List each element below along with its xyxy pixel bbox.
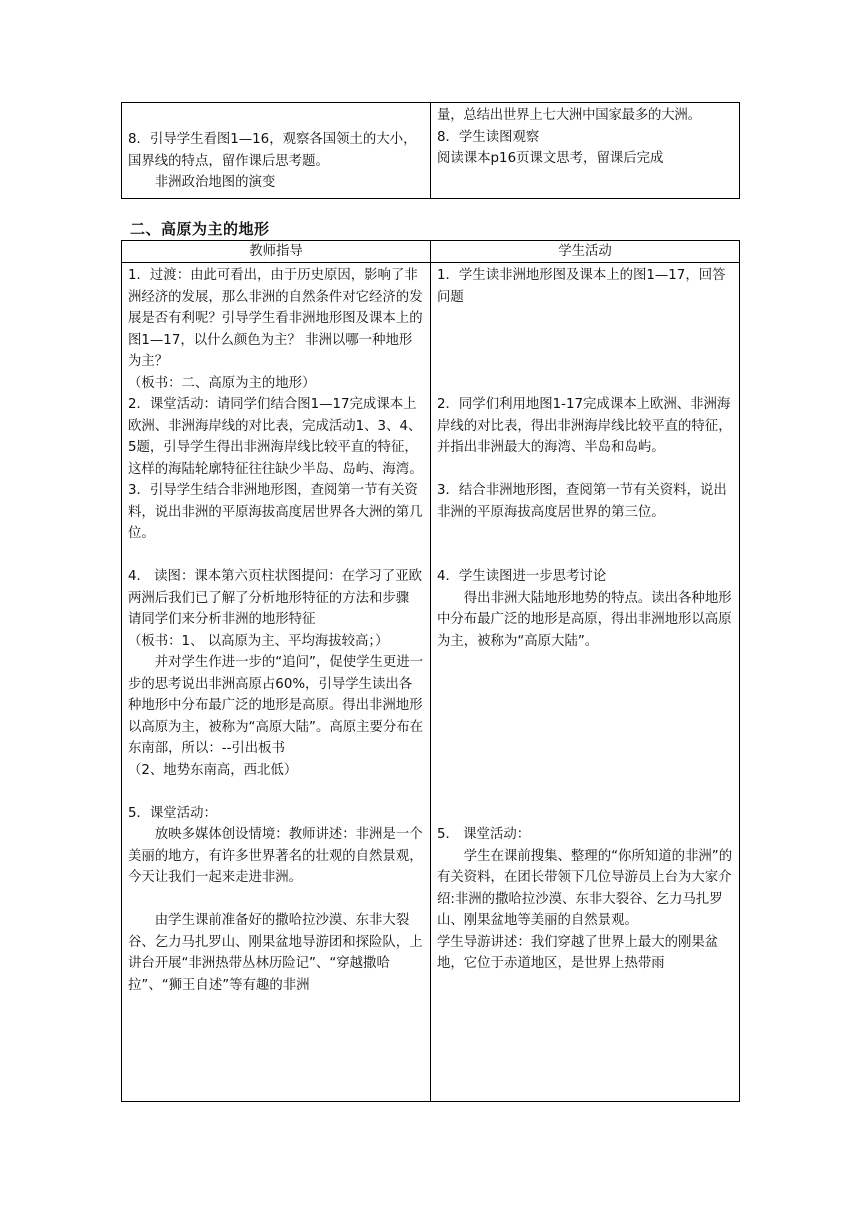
text-paragraph: 由学生课前准备好的撒哈拉沙漠、东非大裂谷、乞力马扎罗山、刚果盆地导游团和探险队，上讲台开展“非洲热带丛林历险记”、“穿越撒哈拉”、“狮王自述”等有趣的非洲 [128, 913, 423, 993]
text-paragraph: 并对学生作进一步的“追问”，促使学生更进一步的思考说出非洲高原占60%，引导学生读出各种地形中分布最广泛的地形是高原。得出非洲地形以高原为主，被称为“高原大陆”。高原主要分布在东南部，所以：--引出板书 [128, 655, 424, 756]
text-paragraph: 学生在课前搜集、整理的“你所知道的非洲”的有关资料，在团长带领下几位导游员上台为大家介绍:非洲的撒哈拉沙漠、东非大裂谷、乞力马扎罗山、刚果盆地等美丽的自然景观。 [437, 848, 733, 928]
text-paragraph: 8．学生读图观察 [437, 129, 540, 145]
text-paragraph: 3．结合非洲地形图，查阅第一节有关资料，说出非洲的平原海拔高度居世界的第三位。 [437, 483, 727, 520]
lesson-table [121, 240, 740, 1102]
text-paragraph: 1．学生读非洲地形图及课本上的图1—17，回答问题 [437, 268, 726, 305]
text-paragraph: 2．课堂活动：请同学们结合图1—17完成课本上欧洲、非洲海岸线的对比表，完成活动1、3、4、5题，引导学生得出非洲海岸线比较平直的特征，这样的海陆轮廓特征往往缺少半岛、岛屿、海湾。 [128, 397, 423, 477]
text-paragraph: 1．过渡：由此可看出，由于历史原因，影响了非洲经济的发展，那么非洲的自然条件对它经济的发展是否有利呢？引导学生看非洲地形图及课本上的图1—17，以什么颜色为主？ 非洲以哪一种地形为主？ [128, 268, 423, 369]
text-paragraph: 学生导游讲述：我们穿越了世界上最大的刚果盆地，它位于赤道地区，是世界上热带雨 [437, 934, 719, 971]
student-cell [431, 263, 740, 1102]
text-paragraph: 得出非洲大陆地形地势的特点。读出各种地形中分布最广泛的地形是高原，得出非洲地形以高原为主，被称为“高原大陆”。 [437, 590, 732, 649]
text-paragraph: 非洲政治地图的演变 [154, 175, 276, 190]
teacher-cell [122, 263, 431, 1102]
text-paragraph: 2．同学们利用地图1-17完成课本上欧洲、非洲海岸线的对比表，得出非洲海岸线比较平直的特征，并指出非洲最大的海湾、半岛和岛屿。 [437, 397, 732, 455]
text-paragraph: 量，总结出世界上七大洲中国家最多的大洲。 [437, 108, 701, 123]
text-paragraph: （板书：1、 以高原为主、平均海拔较高；） [128, 633, 389, 649]
text-paragraph: （2、地势东南高，西北低） [128, 762, 298, 778]
lesson-table-continued [121, 102, 740, 199]
table-row [122, 103, 740, 199]
text-paragraph: （板书：二、高原为主的地形） [128, 375, 316, 391]
text-paragraph: 5．课堂活动： [128, 805, 217, 821]
text-paragraph: 4． 读图：课本第六页柱状图提问：在学习了亚欧两洲后我们已了解了分析地形特征的方法和步骤 请同学们来分析非洲的地形特征 [128, 569, 422, 627]
table-row [122, 263, 740, 1102]
text-paragraph: 4．学生读图进一步思考讨论 [437, 569, 607, 584]
table-header-row [122, 241, 740, 263]
text-paragraph: 放映多媒体创设情境：教师讲述：非洲是一个美丽的地方，有许多世界著名的壮观的自然景观，今天让我们一起来走进非洲。 [128, 827, 423, 885]
student-cell [431, 103, 740, 199]
text-paragraph: 8．引导学生看图1—16，观察各国领土的大小，国界线的特点，留作课后思考题。 [128, 132, 417, 169]
column-header-teacher: 教师指导 [122, 241, 431, 263]
column-header-student: 学生活动 [431, 241, 740, 263]
text-paragraph: 阅读课本p16页课文思考，留课后完成 [437, 151, 664, 166]
teacher-cell [122, 103, 431, 199]
section-heading: 二、高原为主的地形 [130, 220, 270, 238]
text-paragraph: 3．引导学生结合非洲地形图，查阅第一节有关资料，说出非洲的平原海拔高度居世界各大洲的第几位。 [128, 483, 423, 541]
text-paragraph: 5． 课堂活动： [437, 827, 531, 842]
